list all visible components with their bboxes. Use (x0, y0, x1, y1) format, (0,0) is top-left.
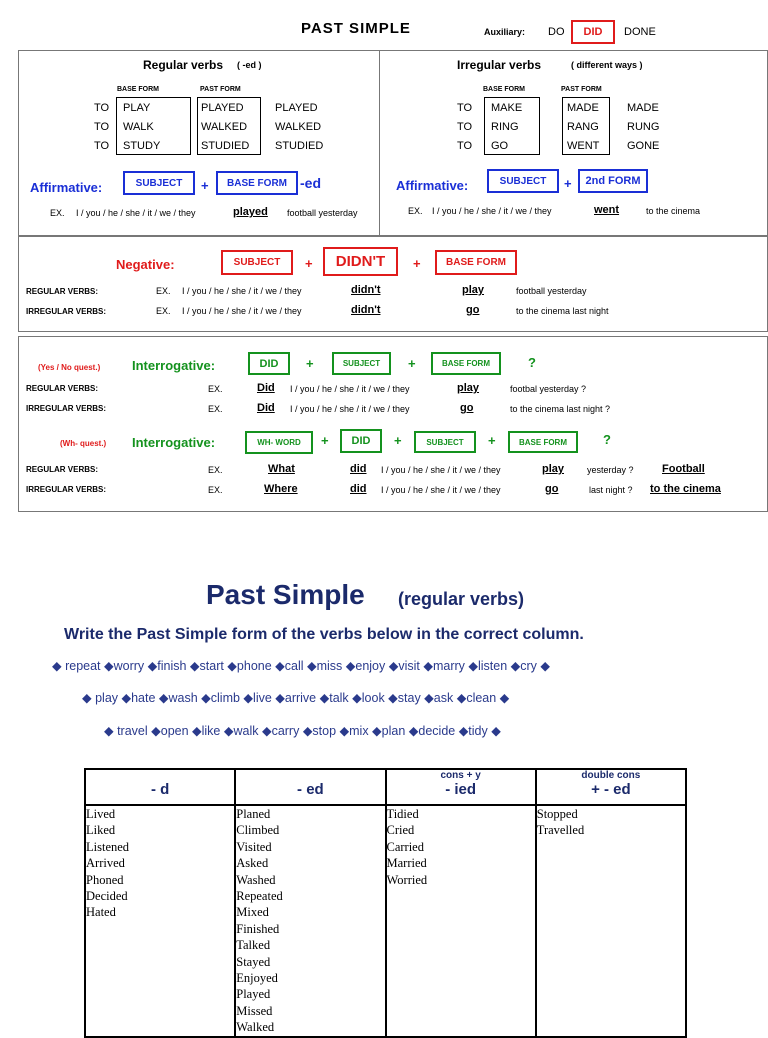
example-wh: Where (264, 483, 298, 495)
example-pronouns: I / you / he / she / it / we / they (381, 465, 501, 475)
column-title: + - ed (591, 781, 631, 798)
example-verb: play (462, 284, 485, 296)
did-box: DID (340, 429, 382, 453)
answer-cell[interactable]: Planed Climbed Visited Asked Washed Repeated Mixed Finished Talked Stayed Enjoyed Played Missed Walked (236, 807, 283, 1035)
base-form-box: BASE FORM (431, 352, 501, 375)
column-header (235, 769, 385, 805)
wh-note: (Wh- quest.) (60, 439, 107, 448)
example-label: EX. (208, 404, 223, 414)
example-verb: play (457, 382, 480, 394)
example-rest: yesterday ? (587, 465, 634, 475)
to-label: TO (457, 140, 473, 152)
affirmative-label: Affirmative: (30, 180, 103, 195)
ed-suffix: -ed (300, 175, 321, 191)
irregular-base-verb: RING (491, 121, 519, 133)
example-verb: played (233, 206, 268, 218)
to-label: TO (94, 102, 110, 114)
subject-box: SUBJECT (487, 169, 559, 193)
example-label: EX. (208, 465, 223, 475)
example-pronouns: I / you / he / she / it / we / they (432, 206, 552, 216)
word-bank-line: ◆ play ◆hate ◆wash ◆climb ◆live ◆arrive ◆talk ◆look ◆stay ◆ask ◆clean ◆ (82, 691, 510, 705)
plus-sign: + (321, 433, 329, 448)
second-form-box: 2nd FORM (578, 169, 648, 193)
regular-participle: WALKED (275, 121, 322, 133)
example-aux: didn't (351, 304, 381, 316)
question-mark: ? (528, 355, 536, 370)
example-answer: Football (662, 463, 705, 475)
verb-type-label: IRREGULAR VERBS: (26, 404, 107, 413)
example-aux: Did (257, 382, 275, 394)
verb-type-label: REGULAR VERBS: (26, 287, 99, 296)
example-rest: football yesterday (287, 208, 358, 218)
answer-cell[interactable]: Lived Liked Listened Arrived Phoned Decided Hated (86, 807, 130, 920)
irregular-past-verb: WENT (567, 140, 600, 152)
answer-cell[interactable]: Tidied Cried Carried Married Worried (386, 807, 428, 887)
to-label: TO (457, 121, 473, 133)
plus-sign: + (306, 356, 314, 371)
irregular-base-header: BASE FORM (483, 86, 525, 93)
irregular-participle: RUNG (627, 121, 660, 133)
worksheet-instruction: Write the Past Simple form of the verbs below in the correct column. (64, 626, 584, 643)
interrogative-label: Interrogative: (132, 358, 216, 373)
worksheet-title: Past Simple (206, 579, 365, 610)
example-aux: did (350, 463, 367, 475)
plus-sign: + (488, 433, 496, 448)
example-verb: went (594, 204, 620, 216)
to-label: TO (457, 102, 473, 114)
verb-type-label: REGULAR VERBS: (26, 465, 99, 474)
aux-do: DO (548, 26, 565, 38)
column-title: - d (150, 781, 170, 798)
example-rest: football yesterday (516, 286, 587, 296)
plus-sign: + (564, 176, 572, 191)
example-label: EX. (208, 384, 223, 394)
example-aux: didn't (351, 284, 381, 296)
verb-type-label: IRREGULAR VERBS: (26, 307, 107, 316)
did-box: DID (248, 352, 290, 375)
column-title: - ed (297, 781, 324, 798)
aux-done: DONE (624, 26, 656, 38)
regular-title: Regular verbs (143, 58, 224, 72)
column-subhead (236, 770, 384, 781)
regular-base-header: BASE FORM (117, 86, 159, 93)
base-form-box: BASE FORM (508, 431, 578, 453)
example-wh: What (268, 463, 295, 475)
example-label: EX. (50, 208, 65, 218)
wh-word-box: WH- WORD (245, 431, 313, 454)
column-title: - ied (445, 781, 477, 798)
example-label: EX. (156, 306, 171, 316)
irregular-title: Irregular verbs (457, 58, 542, 72)
subject-box: SUBJECT (332, 352, 391, 375)
auxiliary-label: Auxiliary: (484, 27, 526, 37)
worksheet-subtitle: (regular verbs) (398, 589, 525, 609)
irregular-past-verb: MADE (567, 102, 599, 114)
yes-no-note: (Yes / No quest.) (38, 363, 101, 372)
regular-past-verb: PLAYED (201, 102, 244, 114)
example-pronouns: I / you / he / she / it / we / they (290, 404, 410, 414)
example-rest: to the cinema last night (516, 306, 609, 316)
column-subhead: double cons (581, 770, 641, 781)
answer-table (84, 768, 687, 1038)
example-pronouns: I / you / he / she / it / we / they (182, 306, 302, 316)
plus-sign: + (394, 433, 402, 448)
regular-title-note: ( -ed ) (237, 60, 262, 70)
irregular-past-header: PAST FORM (561, 86, 602, 93)
example-label: EX. (208, 485, 223, 495)
regular-participle: PLAYED (275, 102, 318, 114)
regular-participle: STUDIED (275, 140, 324, 152)
negative-label: Negative: (116, 257, 175, 272)
column-header (85, 769, 235, 805)
example-verb: go (545, 483, 559, 495)
subject-box: SUBJECT (414, 431, 476, 453)
example-aux: Did (257, 402, 275, 414)
example-label: EX. (408, 206, 423, 216)
example-pronouns: I / you / he / she / it / we / they (381, 485, 501, 495)
answer-cell[interactable]: Stopped Travelled (536, 807, 585, 838)
column-subhead: cons + y (440, 770, 481, 781)
question-mark: ? (603, 432, 611, 447)
example-verb: play (542, 463, 565, 475)
word-bank-line: ◆ travel ◆open ◆like ◆walk ◆carry ◆stop ◆mix ◆plan ◆decide ◆tidy ◆ (104, 724, 501, 738)
example-verb: go (466, 304, 480, 316)
column-header (386, 769, 536, 805)
irregular-title-note: ( different ways ) (571, 60, 643, 70)
example-pronouns: I / you / he / she / it / we / they (76, 208, 196, 218)
column-subhead (86, 770, 234, 781)
example-rest: to the cinema (646, 206, 701, 216)
example-aux: did (350, 483, 367, 495)
irregular-past-verb: RANG (567, 121, 599, 133)
irregular-participle: GONE (627, 140, 660, 152)
example-answer: to the cinema (650, 483, 721, 495)
section-divider (379, 50, 380, 236)
example-rest: to the cinema last night ? (510, 404, 611, 414)
aux-did-box: DID (571, 20, 615, 44)
regular-past-verb: STUDIED (201, 140, 250, 152)
irregular-base-verb: MAKE (491, 102, 523, 114)
verb-type-label: IRREGULAR VERBS: (26, 485, 107, 494)
base-form-box: BASE FORM (216, 171, 298, 195)
regular-base-verb: PLAY (123, 102, 151, 114)
example-rest: last night ? (589, 485, 633, 495)
plus-sign: + (201, 178, 209, 193)
example-pronouns: I / you / he / she / it / we / they (182, 286, 302, 296)
plus-sign: + (408, 356, 416, 371)
column-header (536, 769, 686, 805)
subject-box: SUBJECT (123, 171, 195, 195)
example-label: EX. (156, 286, 171, 296)
regular-past-verb: WALKED (201, 121, 248, 133)
base-form-box: BASE FORM (435, 250, 517, 275)
interrogative-label: Interrogative: (132, 435, 216, 450)
regular-base-verb: STUDY (123, 140, 161, 152)
didnt-box: DIDN'T (323, 247, 398, 276)
to-label: TO (94, 121, 110, 133)
regular-past-header: PAST FORM (200, 86, 241, 93)
page-title: PAST SIMPLE (301, 20, 411, 37)
regular-base-verb: WALK (123, 121, 154, 133)
example-verb: go (460, 402, 474, 414)
plus-sign: + (413, 256, 421, 271)
to-label: TO (94, 140, 110, 152)
affirmative-label: Affirmative: (396, 178, 469, 193)
plus-sign: + (305, 256, 313, 271)
irregular-base-verb: GO (491, 140, 509, 152)
verb-type-label: REGULAR VERBS: (26, 384, 99, 393)
word-bank-line: ◆ repeat ◆worry ◆finish ◆start ◆phone ◆call ◆miss ◆enjoy ◆visit ◆marry ◆listen ◆cry ◆ (52, 659, 551, 673)
irregular-participle: MADE (627, 102, 659, 114)
example-rest: footbal yesterday ? (510, 384, 587, 394)
subject-box: SUBJECT (221, 250, 293, 275)
example-pronouns: I / you / he / she / it / we / they (290, 384, 410, 394)
